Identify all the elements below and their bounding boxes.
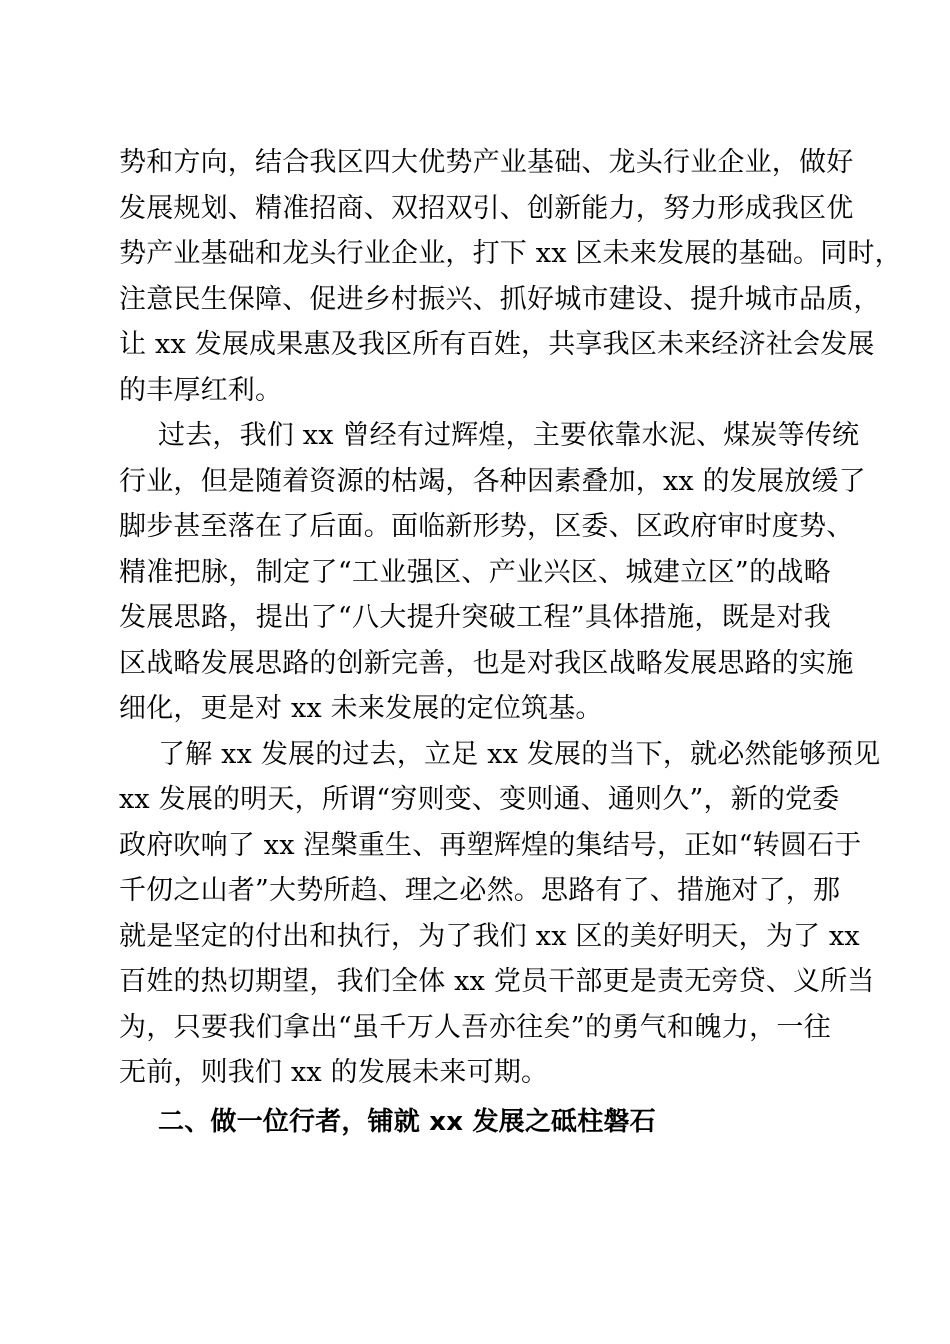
text-line: 了解 xx 发展的过去，立足 xx 发展的当下，就必然能够预见 xyxy=(158,738,881,770)
text-line: 为，只要我们拿出“虽千万人吾亦往矣”的勇气和魄力，一往 xyxy=(119,1011,831,1043)
text-line: 脚步甚至落在了后面。面临新形势，区委、区政府审时度势、 xyxy=(119,511,854,542)
paragraph-2 xyxy=(119,413,866,732)
text-line: 行业，但是随着资源的枯竭，各种因素叠加，xx 的发展放缓了 xyxy=(119,465,866,497)
text-line: 区战略发展思路的创新完善，也是对我区战略发展思路的实施 xyxy=(119,647,854,679)
text-line: 就是坚定的付出和执行，为了我们 xx 区的美好明天，为了 xx xyxy=(119,920,860,952)
paragraph-1 xyxy=(119,140,902,413)
text-line: 的丰厚红利。 xyxy=(119,374,283,406)
text-line: 百姓的热切期望，我们全体 xx 党员干部更是责无旁贷、义所当 xyxy=(119,966,875,997)
paragraph-3 xyxy=(119,732,881,1096)
text-line: 让 xx 发展成果惠及我区所有百姓，共享我区未来经济社会发展 xyxy=(119,329,875,360)
text-line: 千仞之山者”大势所趋、理之必然。思路有了、措施对了，那 xyxy=(119,875,841,906)
text-line: 势和方向，结合我区四大优势产业基础、龙头行业企业，做好 xyxy=(119,147,854,178)
text-line: 势产业基础和龙头行业企业，打下 xx 区未来发展的基础。同时， xyxy=(119,238,902,269)
text-line: 过去，我们 xx 曾经有过辉煌，主要依靠水泥、煤炭等传统 xyxy=(158,420,860,451)
document-body xyxy=(119,140,902,1145)
text-line: 发展规划、精准招商、双招双引、创新能力，努力形成我区优 xyxy=(119,192,854,224)
text-line: 政府吹响了 xx 涅槃重生、再塑辉煌的集结号，正如“转圆石于 xyxy=(119,829,862,861)
text-line: 注意民生保障、促进乡村振兴、抓好城市建设、提升城市品质， xyxy=(119,283,881,315)
text-line: xx 发展的明天，所谓“穷则变、变则通、通则久”，新的党委 xyxy=(119,784,840,815)
text-line: 精准把脉，制定了“工业强区、产业兴区、城建立区”的战略 xyxy=(119,556,831,588)
text-line: 发展思路，提出了“八大提升突破工程”具体措施，既是对我 xyxy=(119,602,831,633)
section-heading: 二、做一位行者，铺就 xx 发展之砥柱磐石 xyxy=(158,1106,656,1137)
text-line: 无前，则我们 xx 的发展未来可期。 xyxy=(119,1057,549,1088)
text-line: 细化，更是对 xx 未来发展的定位筑基。 xyxy=(119,693,603,724)
